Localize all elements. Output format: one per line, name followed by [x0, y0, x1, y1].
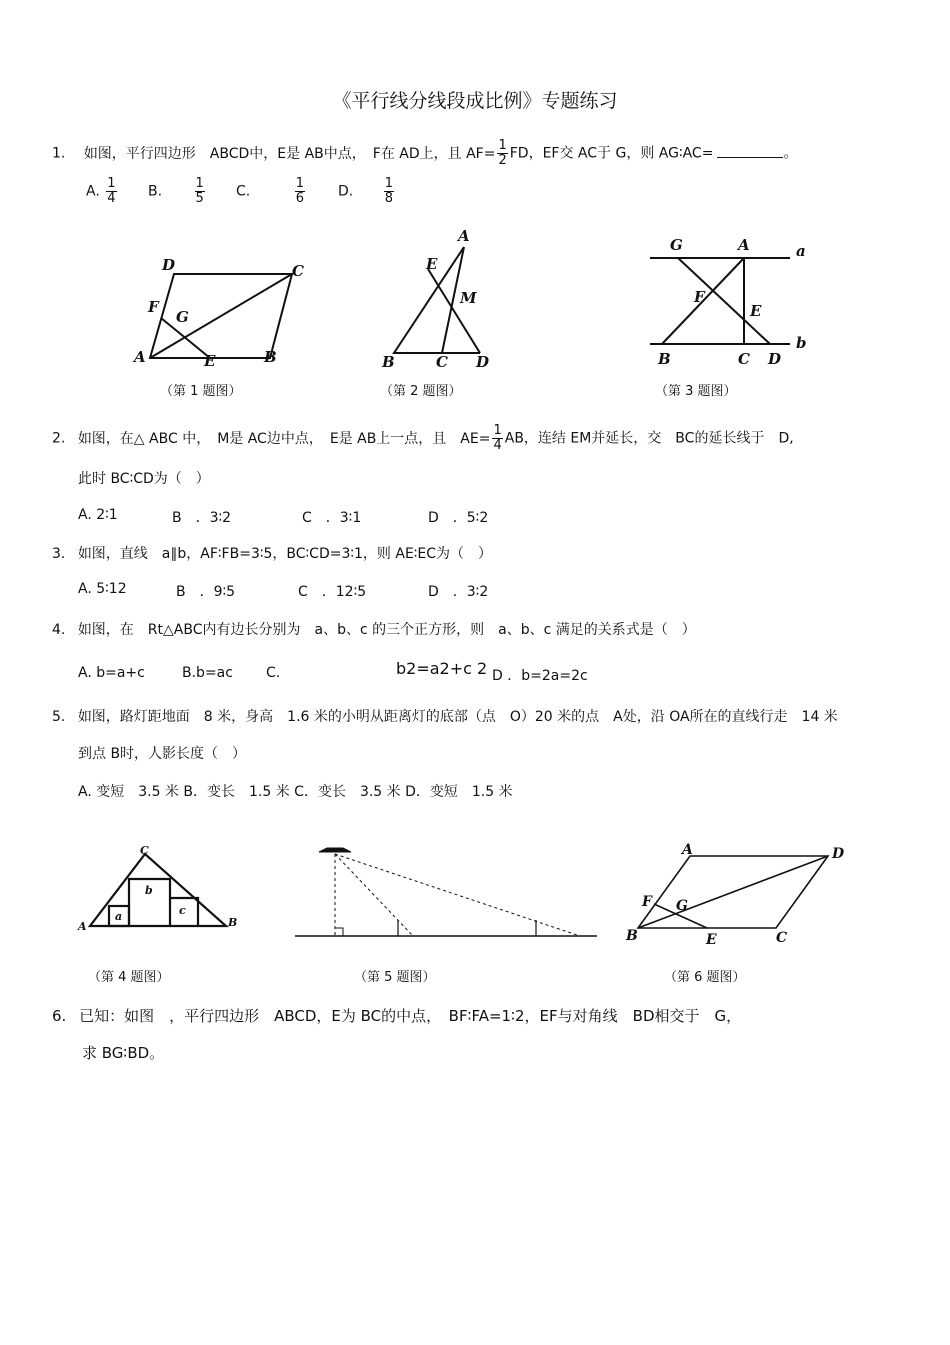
- question-5-line-2: 到点 B时，人影长度（ ）: [78, 746, 247, 762]
- figure-1-caption: （第 1 题图）: [160, 384, 242, 399]
- question-1-option-d: [338, 177, 396, 206]
- fig2-label-d: D: [476, 353, 490, 371]
- fig5-lamp: [319, 848, 351, 852]
- fig3-label-f: F: [694, 288, 705, 306]
- question-6-text: 已知：如图 ，平行四边形 ABCD，E为 BC的中点， BF∶FA=1∶2，EF与对角线 BD相交于 G，: [79, 1007, 742, 1025]
- option-c-label: C.: [236, 183, 251, 200]
- question-2-line-2: 此时 BC∶CD为（ ）: [78, 471, 210, 487]
- fraction-numerator: 1: [107, 176, 116, 191]
- fraction-numerator: 1: [295, 176, 304, 191]
- fig3-label-d: D: [768, 350, 782, 368]
- fig1-label-g: G: [176, 308, 189, 326]
- question-4-option-d: D ．b=2a=2c: [492, 668, 588, 684]
- figure-4: [78, 842, 248, 937]
- question-3-option-a: A. 5∶12: [78, 581, 127, 597]
- fig6-label-b: B: [626, 928, 638, 944]
- fig3-line-gd: [678, 258, 770, 344]
- option-d-fraction: [384, 177, 394, 206]
- answer-blank[interactable]: [717, 145, 783, 158]
- fig1-label-f: F: [148, 298, 159, 316]
- figure-5: [295, 840, 600, 940]
- figure-4-caption: （第 4 题图）: [88, 970, 170, 985]
- fig5-ray-1: [335, 854, 413, 936]
- option-a-label: A.: [86, 183, 100, 200]
- figure-6: [622, 840, 852, 950]
- fig2-label-c: C: [436, 353, 448, 371]
- fig3-label-e: E: [750, 302, 762, 320]
- fig4-label-b-small: b: [145, 884, 153, 897]
- figure-1: [120, 250, 320, 370]
- fraction-numerator: 1: [498, 138, 507, 153]
- question-6-number: 6.: [52, 1007, 67, 1025]
- question-3-text: 如图，直线 a∥b，AF∶FB=3∶5，BC∶CD=3∶1，则 AE∶EC为（ ）: [77, 546, 493, 562]
- fig5-right-angle: [335, 928, 343, 936]
- fraction-numerator: 1: [493, 423, 502, 438]
- question-6-line-2: 求 BG∶BD。: [82, 1044, 165, 1062]
- figure-2-caption: （第 2 题图）: [380, 384, 462, 399]
- fig3-label-line-b: b: [796, 334, 807, 352]
- fig3-label-g: G: [670, 236, 683, 254]
- question-1-number: 1.: [52, 145, 66, 162]
- option-b-fraction: [195, 177, 205, 206]
- fig6-diagonal-bd: [638, 856, 828, 928]
- fig4-label-a: A: [78, 920, 87, 933]
- fig2-label-m: M: [460, 289, 477, 307]
- fig5-ray-2: [335, 854, 580, 936]
- fig2-line-ed: [428, 269, 480, 353]
- question-1-end: 。: [783, 145, 798, 162]
- option-d-label: D.: [338, 183, 354, 200]
- question-4-text: 如图，在 Rt△ABC内有边长分别为 a、b、c 的三个正方形，则 a、b、c 满足的关系式是（ ）: [77, 622, 696, 638]
- fig6-label-c: C: [776, 930, 788, 946]
- question-1-options: [86, 177, 119, 206]
- fraction-numerator: 1: [384, 176, 393, 191]
- fig3-label-a: A: [738, 236, 750, 254]
- page-title: 《平行线分线段成比例》专题练习: [332, 90, 618, 112]
- question-3: [52, 543, 492, 563]
- question-1-option-b: [148, 177, 207, 206]
- fig4-label-c-small: c: [179, 904, 186, 917]
- question-2: [52, 424, 794, 453]
- fig2-label-e: E: [426, 255, 438, 273]
- question-4-number: 4.: [52, 622, 66, 638]
- question-1-option-c: [236, 177, 307, 206]
- fig4-label-b: B: [228, 916, 238, 929]
- option-a-fraction: [106, 177, 116, 206]
- figure-3: [640, 232, 815, 372]
- fraction-denominator: 4: [107, 191, 116, 206]
- question-2-text-a: 如图，在△ ABC 中， M是 AC边中点， E是 AB上一点，且 AE=: [77, 430, 491, 447]
- figure-3-caption: （第 3 题图）: [655, 384, 737, 399]
- figure-5-caption: （第 5 题图）: [354, 970, 436, 985]
- question-4: [52, 619, 696, 639]
- question-4-option-a: A. b=a+c: [78, 665, 145, 681]
- fraction-denominator: 6: [295, 191, 304, 206]
- fig3-label-b: B: [658, 350, 671, 368]
- question-5-text: 如图，路灯距地面 8 米，身高 1.6 米的小明从距离灯的底部（点 O）20 米的点 A处，沿 OA所在的直线行走 14 米: [77, 709, 838, 725]
- fraction-denominator: 5: [195, 191, 204, 206]
- question-1-text-b: FD，EF交 AC于 G，则 AG∶AC=: [509, 145, 714, 162]
- question-5: [52, 706, 838, 726]
- fig6-label-e: E: [706, 932, 717, 948]
- fraction-denominator: 8: [384, 191, 393, 206]
- question-2-fraction: [492, 424, 502, 453]
- figure-6-caption: （第 6 题图）: [664, 970, 746, 985]
- fraction-denominator: 4: [493, 438, 502, 453]
- question-5-number: 5.: [52, 709, 66, 725]
- question-3-number: 3.: [52, 546, 66, 562]
- fig4-label-a-small: a: [115, 910, 123, 923]
- question-3-option-b: B ．9∶5: [176, 584, 236, 600]
- question-1-fraction: [497, 139, 507, 168]
- question-4-option-c: C.: [266, 665, 281, 681]
- fig1-label-b: B: [264, 348, 277, 366]
- fig4-triangle: [90, 854, 226, 926]
- question-1-text-a: 如图，平行四边形 ABCD中，E是 AB中点， F在 AD上，且 AF=: [83, 145, 496, 162]
- question-2-option-a: A. 2∶1: [78, 507, 118, 523]
- fig2-label-a: A: [458, 227, 470, 245]
- question-4-option-b: B.b=ac: [182, 665, 233, 681]
- fig3-label-line-a: a: [796, 242, 806, 260]
- question-5-options: A. 变短 3.5 米 B．变长 1.5 米 C．变长 3.5 米 D．变短 1.5 米: [78, 784, 513, 800]
- question-2-option-b: B ．3∶2: [172, 510, 232, 526]
- question-4-option-c-formula: b2=a2+c 2: [396, 659, 488, 678]
- fraction-numerator: 1: [195, 176, 204, 191]
- question-3-option-d: D ．3∶2: [428, 584, 489, 600]
- fig1-label-c: C: [292, 262, 304, 280]
- fig1-label-a: A: [134, 348, 146, 366]
- question-2-text-b: AB，连结 EM并延长，交 BC的延长线于 D,: [504, 430, 794, 447]
- question-2-option-d: D ．5∶2: [428, 510, 489, 526]
- fig6-label-f: F: [642, 894, 652, 910]
- fig6-label-d: D: [832, 846, 845, 862]
- fig1-label-e: E: [204, 352, 216, 370]
- option-c-fraction: [295, 177, 305, 206]
- fig1-label-d: D: [162, 256, 176, 274]
- figure-2: [370, 225, 510, 370]
- fig6-label-g: G: [676, 898, 688, 914]
- fig6-label-a: A: [682, 842, 693, 858]
- fig3-label-c: C: [738, 350, 750, 368]
- question-1: [52, 139, 797, 168]
- question-6: [52, 1005, 741, 1026]
- fraction-denominator: 2: [498, 153, 507, 168]
- question-2-number: 2.: [52, 430, 66, 447]
- question-2-option-c: C ．3∶1: [302, 510, 362, 526]
- fig2-label-b: B: [382, 353, 395, 371]
- fig4-label-c: C: [140, 844, 149, 857]
- question-3-option-c: C ．12∶5: [298, 584, 367, 600]
- option-b-label: B.: [148, 183, 163, 200]
